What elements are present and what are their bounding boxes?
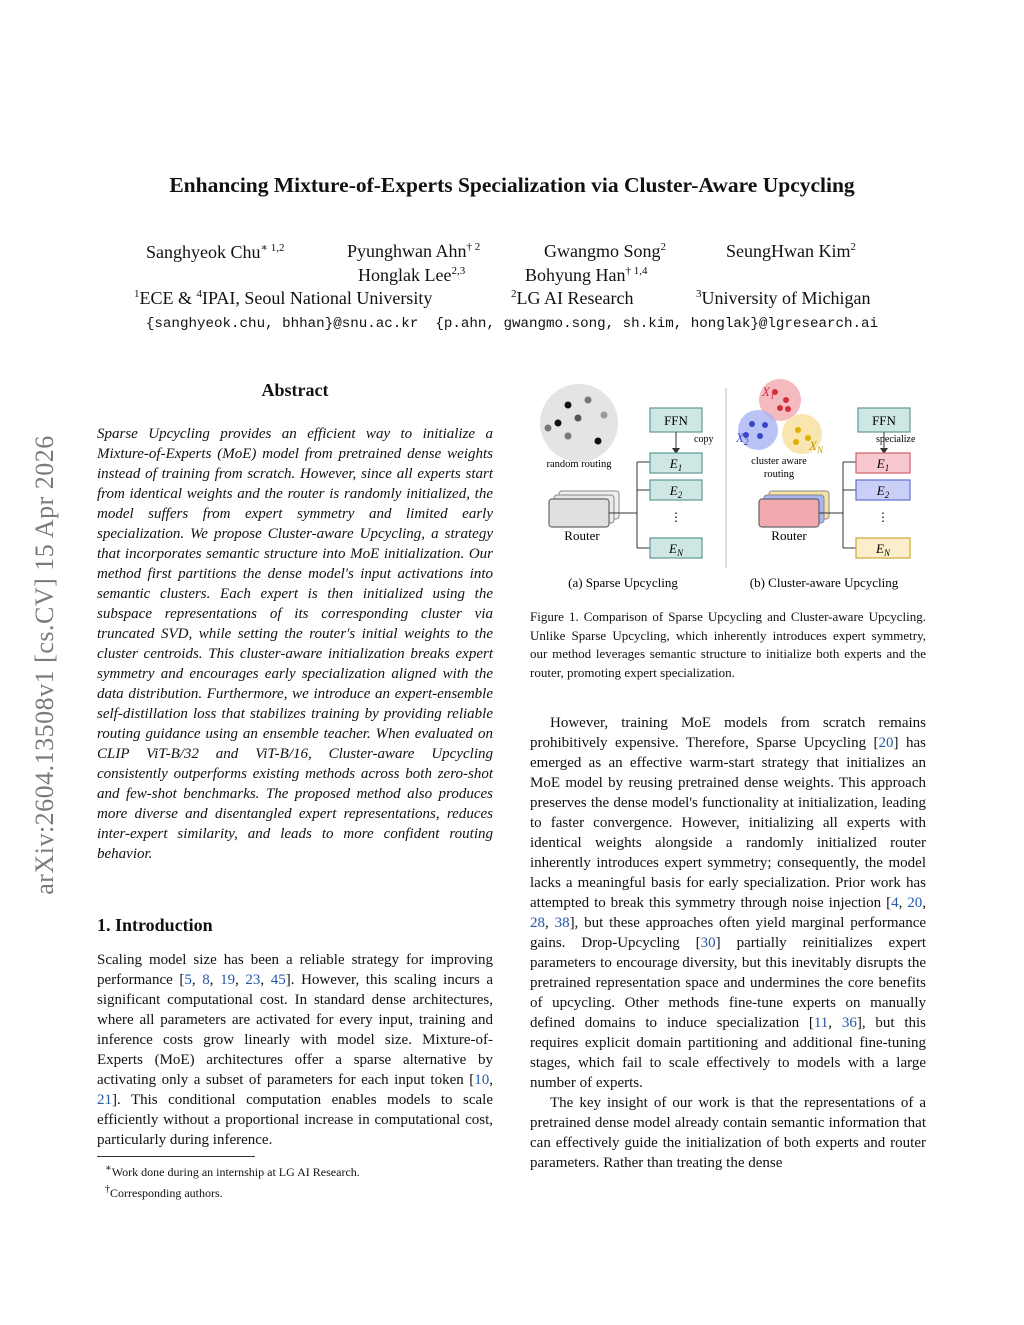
svg-text:EN: $E_N$ [669,541,683,558]
footnote-1: ∗Work done during an internship at LG AI Research. [105,1163,360,1179]
right-column-text [530,713,926,1173]
svg-text:X1: $X_1$ [762,384,775,401]
citation-link[interactable]: 23 [245,972,261,988]
svg-text:E2: $E_2$ [669,483,683,500]
author-2: Pyunghwan Ahn$^{\dagger 2}$ [347,241,481,261]
random-routing-label: random routing [546,459,612,470]
subcaption-b: (b) Cluster-aware Upcycling [749,575,899,590]
svg-text:E1: $E_1$ [669,456,683,473]
router-box [549,499,609,527]
citation-link[interactable]: 11 [813,1015,829,1031]
svg-text:E2: $E_2$ [876,483,890,500]
svg-text:FFN: FFN [872,413,896,428]
arxiv-sidebar-stamp [30,370,60,960]
abstract-heading: Abstract [261,380,329,400]
panel-sparse-upcycling [540,384,713,590]
intro-heading: 1. Introduction [97,915,213,935]
citation-link[interactable]: 36 [841,1015,857,1031]
svg-text:EN: $E_N$ [876,541,890,558]
cluster-aware-label: cluster aware [751,456,807,467]
affiliation-2: $^2$LG AI Research [511,288,634,308]
author-6: Bohyung Han$^{\dagger 1,4}$ [525,265,648,285]
citation-link[interactable]: 8 [202,972,210,988]
subcaption-a: (a) Sparse Upcycling [568,575,678,590]
citation-link[interactable]: 45 [270,972,286,988]
svg-text:routing: routing [763,469,795,480]
citation-link[interactable]: 20 [907,895,923,911]
copy-label: copy [694,434,714,445]
router-label-cluster: Router [771,528,807,543]
citation-link[interactable]: 21 [97,1092,112,1108]
footnote-divider [97,1156,255,1157]
paper-title: Enhancing Mixture-of-Experts Specialization via Cluster-Aware Upcycling [169,173,855,197]
paragraph-upcycling: However, training MoE models from scratch remains prohibitively expensive. Therefore, Sparse Upcycling [20] has emerged as an effective warm-start strategy that initializes an MoE model by reusing pretrained dense weights. This approach preserves the dense model's functionality at initialization, leading to faster convergence. However, initializing all experts with identical weights alongside a randomly initialized router inherently introduces expert symmetry; consequently, the model lacks a meaningful basis for early specialization. Prior work has attempted to break this symmetry through noise injection [4, 20, 28, 38], but these approaches often yield marginal performance gains. Drop-Upcycling [30] partially reinitializes expert parameters to encourage diversity, but this inevitably disrupts the pretrained representation space and undermines the core benefits of upcycling. Other methods fine-tune experts on manually defined domains to induce specialization [11, 36], but this requires explicit domain partitioning and additional fine-tuning stages, which fail to scale effectively to models with a large number of experts. [530,715,927,1091]
random-routing-cloud [540,384,618,462]
citation-link[interactable]: 20 [878,735,894,751]
paragraph-key-insight: The key insight of our work is that the representations of a pretrained dense model already contain semantic information that can effectively guide the initialization of both experts and router parameters. Rather than treating the dense [530,1095,926,1171]
citation-link[interactable]: 30 [700,935,716,951]
author-1: Sanghyeok Chu$^{∗ 1,2}$ [146,242,285,262]
svg-text:XN: $X_N$ [809,438,823,455]
svg-text:X2: $X_2$ [736,430,749,447]
affiliation-1: $^1$ECE & $^4$IPAI, Seoul National University [134,288,433,308]
citation-link[interactable]: 19 [220,972,236,988]
svg-text:E1: $E_1$ [876,456,890,473]
author-5: Honglak Lee$^{2,3}$ [358,265,466,285]
citation-link[interactable]: 38 [554,915,570,931]
panel-cluster-aware-upcycling [735,379,916,590]
affiliation-3: $^3$University of Michigan [696,288,871,308]
arxiv-id: arXiv:2604.13508v1 [cs.CV] 15 Apr 2026 [30,435,59,895]
author-3: Gwangmo Song$^2$ [544,241,666,261]
citation-link[interactable]: 4 [891,895,899,911]
router-label: Router [564,528,600,543]
svg-text:⋮: ⋮ [670,510,682,524]
router-box-cluster [759,499,819,527]
figure-caption: Figure 1. Comparison of Sparse Upcycling and Cluster-aware Upcycling. Unlike Sparse Upcycling, which inherently introduces expert symmetry, our method leverages semantic structure to initialize both experts and the router, promoting expert specialization. [530,609,926,680]
figure-1 [530,378,930,603]
citation-link[interactable]: 5 [184,972,192,988]
footnotes [97,1160,493,1202]
citation-link[interactable]: 10 [474,1072,490,1088]
intro-paragraph: Scaling model size has been a reliable strategy for improving performance [5, 8, 19, 23, 45]. However, this scaling incurs a significant computational cost. In standard dense architectures, where all parameters are activated for every input, training and inference costs grow linearly with model size. Mixture-of-Experts (MoE) architectures offer a sparse alternative by activating only a subset of parameters for each input token [10, 21]. This conditional computation enables models to scale efficiently without a proportional increase in computational cost, particularly during inference. [97,952,494,1148]
specialize-label: specialize [876,434,916,445]
abstract-body: Sparse Upcycling provides an efficient way to initialize a Mixture-of-Experts (MoE) model from pretrained dense weights instead of training from scratch. However, since all experts start from identical weights and the router is randomly initialized, the model suffers from expert symmetry and limited early specialization. We propose Cluster-aware Upcycling, a strategy that incorporates semantic structure into MoE initialization. Our method first partitions the dense model's input activations into semantic clusters. Each expert is then initialized using the subspace representations of its corresponding cluster via truncated SVD, while setting the router's initial weights to the cluster centroids. This cluster-aware initialization breaks expert symmetry and encourages early specialization aligned with the data distribution. Furthermore, we introduce an expert-ensemble self-distillation loss that stabilizes training by providing reliable routing guidance using an ensemble teacher. When evaluated on CLIP ViT-B/32 and ViT-B/16, Cluster-aware Upcycling consistently outperforms existing methods across both zero-shot and few-shot benchmarks. The proposed method also produces more diverse and disentangled expert representations, reduces inter-expert similarity, and leads to more confident routing behavior. [97,426,493,862]
citation-link[interactable]: 28 [530,915,545,931]
footnote-2: †Corresponding authors. [105,1184,223,1200]
author-4: SeungHwan Kim$^2$ [726,241,856,261]
author-emails: {sanghyeok.chu, bhhan}@snu.ac.kr {p.ahn, gwangmo.song, sh.kim, honglak}@lgresearch.ai [145,316,879,332]
svg-text:FFN: FFN [664,413,688,428]
svg-text:⋮: ⋮ [877,510,889,524]
